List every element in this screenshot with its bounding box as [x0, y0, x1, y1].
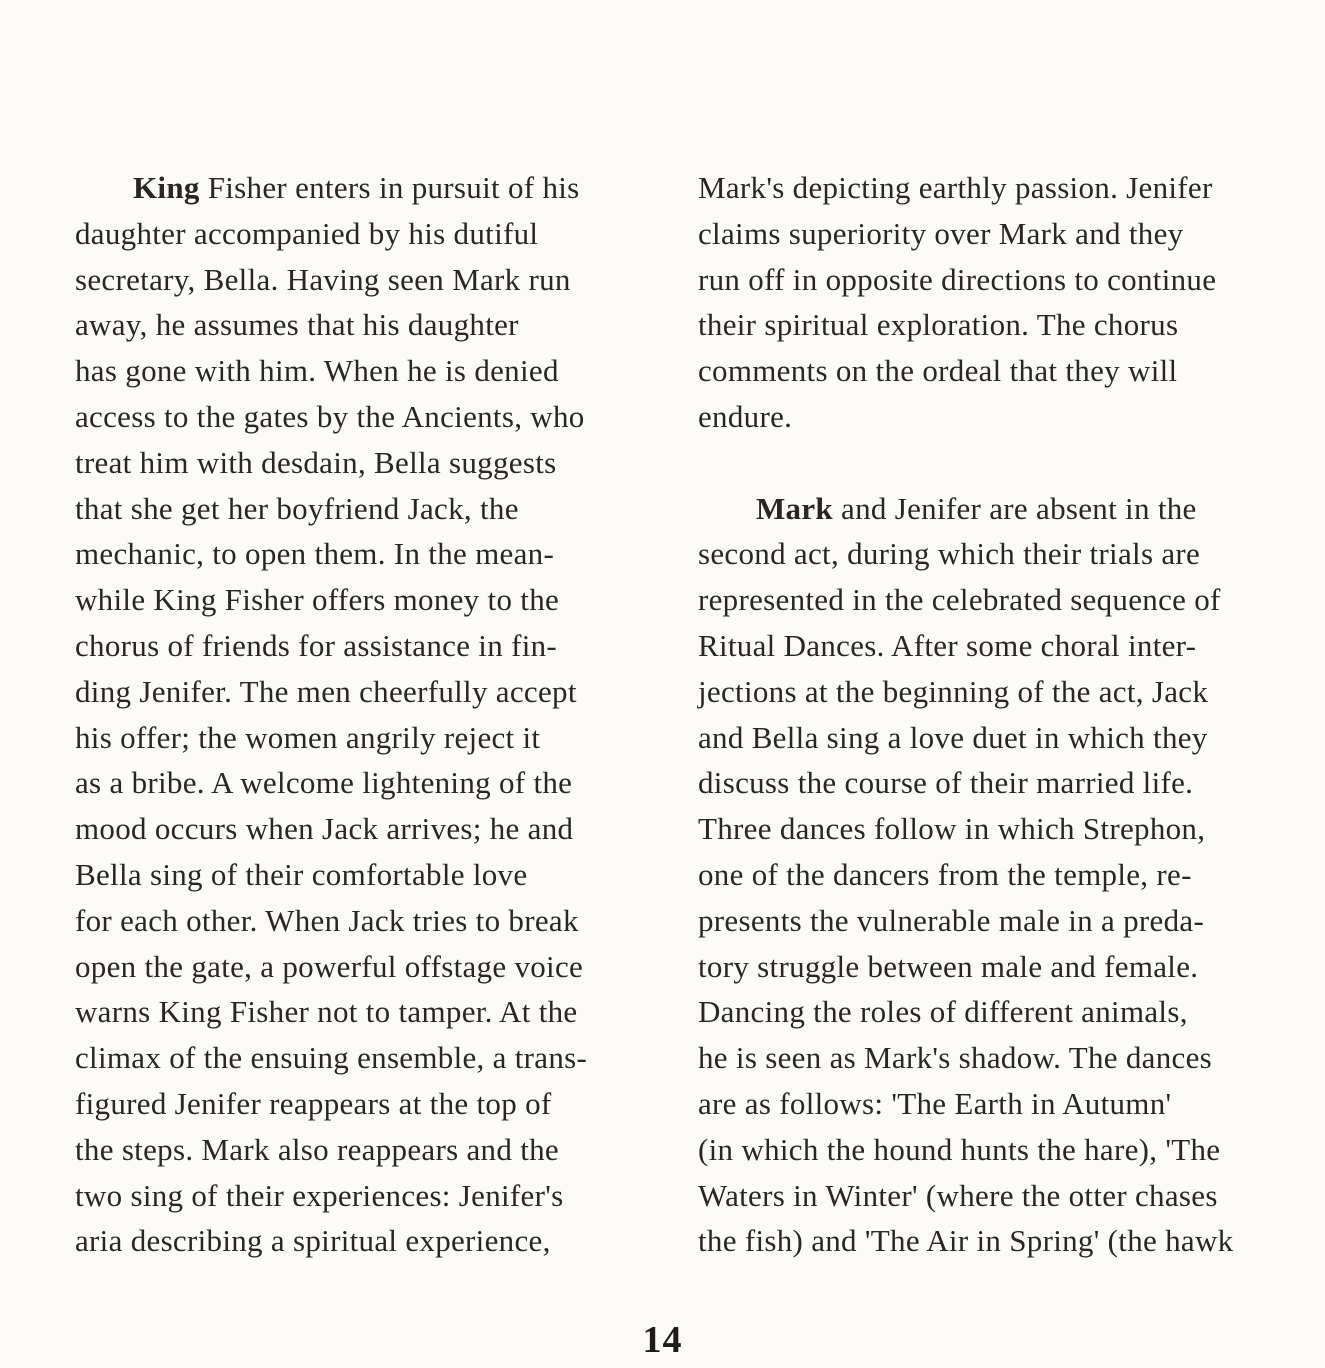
text-line: has gone with him. When he is denied: [75, 353, 559, 389]
text-line: mood occurs when Jack arrives; he and: [75, 811, 574, 847]
text-line: tory struggle between male and female.: [698, 948, 1199, 984]
text-line: second act, during which their trials are: [698, 536, 1201, 572]
text-line: treat him with desdain, Bella suggests: [75, 444, 557, 480]
text-line: chorus of friends for assistance in fin-: [75, 627, 558, 663]
text-line: Three dances follow in which Strephon,: [698, 811, 1206, 847]
paragraph-first-line: [75, 165, 675, 211]
paragraph-gap: [698, 440, 1325, 486]
text-line: his offer; the women angrily reject it: [75, 719, 541, 755]
text-line: while King Fisher offers money to the: [75, 582, 560, 618]
text-line: are as follows: 'The Earth in Autumn': [698, 1085, 1172, 1121]
text-line: Mark's depicting earthly passion. Jenifer: [698, 170, 1213, 205]
text-line: two sing of their experiences: Jenifer's: [75, 1177, 564, 1213]
text-line: warns King Fisher not to tamper. At the: [75, 994, 578, 1030]
text-line: open the gate, a powerful offstage voice: [75, 948, 584, 984]
text-line: ding Jenifer. The men cheerfully accept: [75, 673, 577, 709]
text-line: presents the vulnerable male in a preda-: [698, 902, 1205, 938]
text-line: jections at the beginning of the act, Jack: [698, 673, 1209, 709]
left-column: [75, 165, 675, 1264]
text-line: Dancing the roles of different animals,: [698, 994, 1188, 1030]
text-line: mechanic, to open them. In the mean-: [75, 536, 555, 572]
text-line: as a bribe. A welcome lightening of the: [75, 765, 573, 801]
text-line: that she get her boyfriend Jack, the: [75, 490, 519, 526]
text-line: and Bella sing a love duet in which they: [698, 719, 1208, 755]
text-line: run off in opposite directions to continue: [698, 261, 1217, 297]
text-line: Waters in Winter' (where the otter chases: [698, 1177, 1218, 1213]
text-line: figured Jenifer reappears at the top of: [75, 1085, 552, 1121]
text-line: Ritual Dances. After some choral inter-: [698, 627, 1197, 663]
paragraph-first-line: [698, 486, 1325, 532]
line-text: Fisher enters in pursuit of his: [199, 170, 580, 205]
text-line: climax of the ensuing ensemble, a trans-: [75, 1040, 588, 1076]
right-column: [698, 165, 1325, 1264]
text-line: away, he assumes that his daughter: [75, 307, 519, 343]
line-text: and Jenifer are absent in the: [832, 490, 1197, 526]
text-line: comments on the ordeal that they will: [698, 353, 1178, 389]
text-line: he is seen as Mark's shadow. The dances: [698, 1040, 1213, 1076]
text-line: for each other. When Jack tries to break: [75, 902, 579, 938]
lead-word: Mark: [756, 490, 833, 526]
text-line: their spiritual exploration. The chorus: [698, 307, 1179, 343]
text-line: endure.: [698, 398, 793, 434]
text-line: one of the dancers from the temple, re-: [698, 856, 1192, 892]
text-line: represented in the celebrated sequence of: [698, 582, 1221, 618]
text-line: the fish) and 'The Air in Spring' (the hawk: [698, 1223, 1234, 1259]
text-line: access to the gates by the Ancients, who: [75, 398, 585, 434]
text-line: claims superiority over Mark and they: [698, 215, 1184, 251]
page-number: 14: [642, 1319, 683, 1361]
text-line: daughter accompanied by his dutiful: [75, 215, 539, 251]
text-line: Bella sing of their comfortable love: [75, 856, 528, 892]
text-line: the steps. Mark also reappears and the: [75, 1131, 559, 1167]
text-line: (in which the hound hunts the hare), 'The: [698, 1131, 1221, 1167]
text-line: aria describing a spiritual experience,: [75, 1223, 551, 1259]
lead-word: King: [133, 170, 200, 205]
text-line: secretary, Bella. Having seen Mark run: [75, 261, 571, 297]
text-line: discuss the course of their married life.: [698, 765, 1194, 801]
